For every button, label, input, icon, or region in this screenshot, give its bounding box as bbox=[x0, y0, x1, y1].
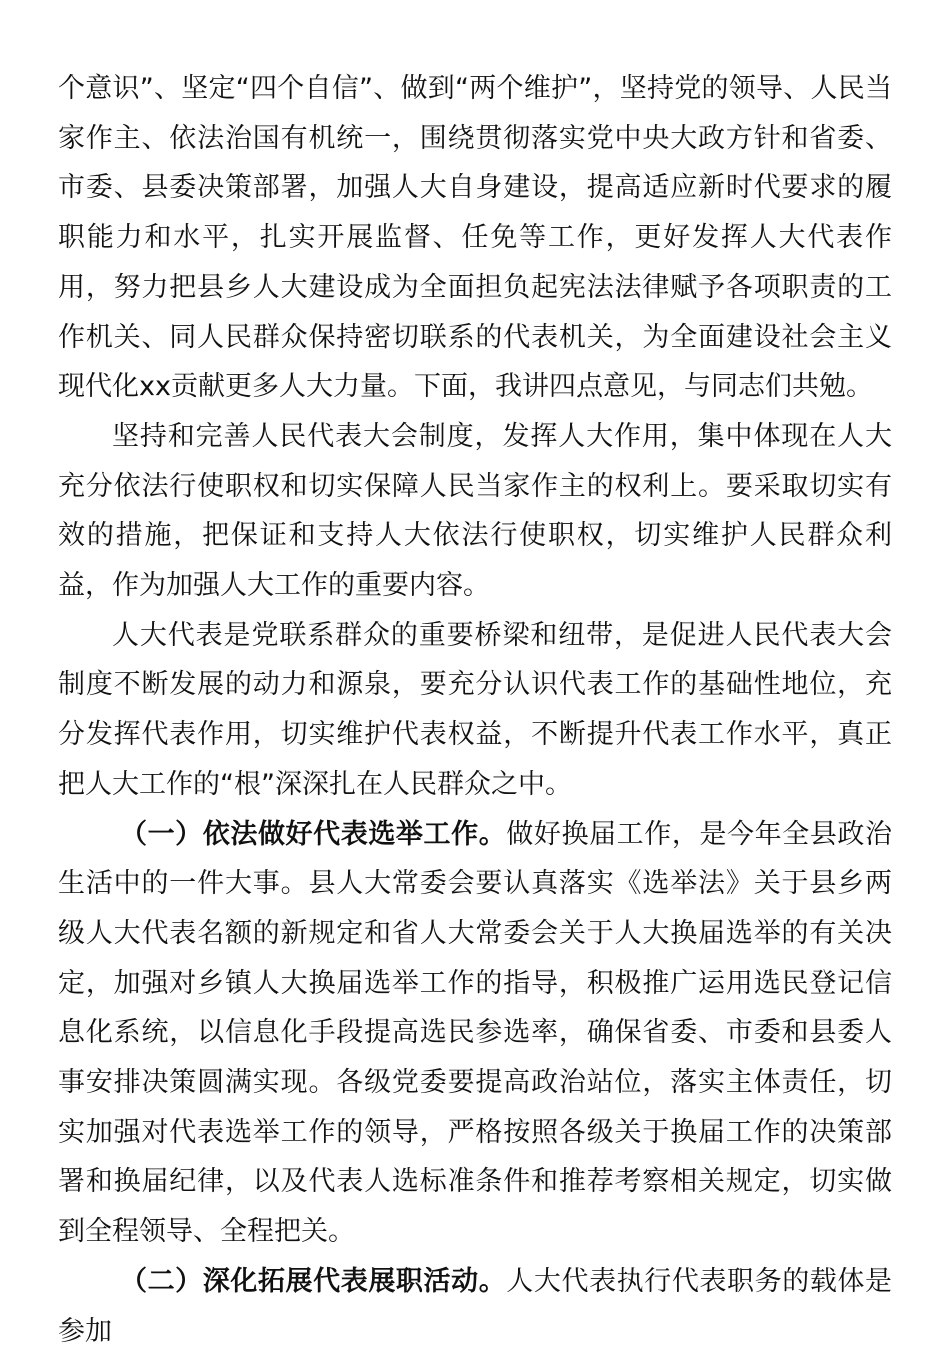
document-body bbox=[58, 64, 892, 1356]
paragraph-1 bbox=[58, 64, 892, 412]
section-2-heading: （二）深化拓展代表展职活动。 bbox=[120, 1265, 507, 1297]
section-1-paragraph bbox=[58, 810, 892, 1257]
paragraph-3 bbox=[58, 611, 892, 810]
paragraph-1-text: 个意识”、坚定“四个自信”、做到“两个维护”，坚持党的领导、人民当家作主、依法治国有机统一，围绕贯彻落实党中央大政方针和省委、市委、县委决策部署，加强人大自身建设，提高适应新时代要求的履职能力和水平，扎实开展监督、任免等工作，更好发挥人大代表作用，努力把县乡人大建设成为全面担负起宪法法律赋予各项职责的工作机关、同人民群众保持密切联系的代表机关，为全面建设社会主义现代化xx贡献更多人大力量。下面，我讲四点意见，与同志们共勉。 bbox=[58, 73, 892, 403]
section-2-text: 人大代表执行代表职务的载体是参加 bbox=[58, 1265, 892, 1347]
section-1-text: 做好换届工作，是今年全县政治生活中的一件大事。县人大常委会要认真落实《选举法》关于县乡两级人大代表名额的新规定和省人大常委会关于人大换届选举的有关决定，加强对乡镇人大换届选举工作的指导，积极推广运用选民登记信息化系统，以信息化手段提高选民参选率，确保省委、市委和县委人事安排决策圆满实现。各级党委要提高政治站位，落实主体责任，切实加强对代表选举工作的领导，严格按照各级关于换届工作的决策部署和换届纪律，以及代表人选标准条件和推荐考察相关规定，切实做到全程领导、全程把关。 bbox=[58, 818, 892, 1248]
section-1-heading: （一）依法做好代表选举工作。 bbox=[120, 818, 507, 850]
paragraph-3-text: 人大代表是党联系群众的重要桥梁和纽带，是促进人民代表大会制度不断发展的动力和源泉，要充分认识代表工作的基础性地位，充分发挥代表作用，切实维护代表权益，不断提升代表工作水平，真正把人大工作的“根”深深扎在人民群众之中。 bbox=[58, 619, 892, 800]
paragraph-2 bbox=[58, 412, 892, 611]
section-2-paragraph bbox=[58, 1257, 892, 1356]
paragraph-2-text: 坚持和完善人民代表大会制度，发挥人大作用，集中体现在人大充分依法行使职权和切实保障人民当家作主的权利上。要采取切实有效的措施，把保证和支持人大依法行使职权，切实维护人民群众利益，作为加强人大工作的重要内容。 bbox=[58, 420, 892, 602]
